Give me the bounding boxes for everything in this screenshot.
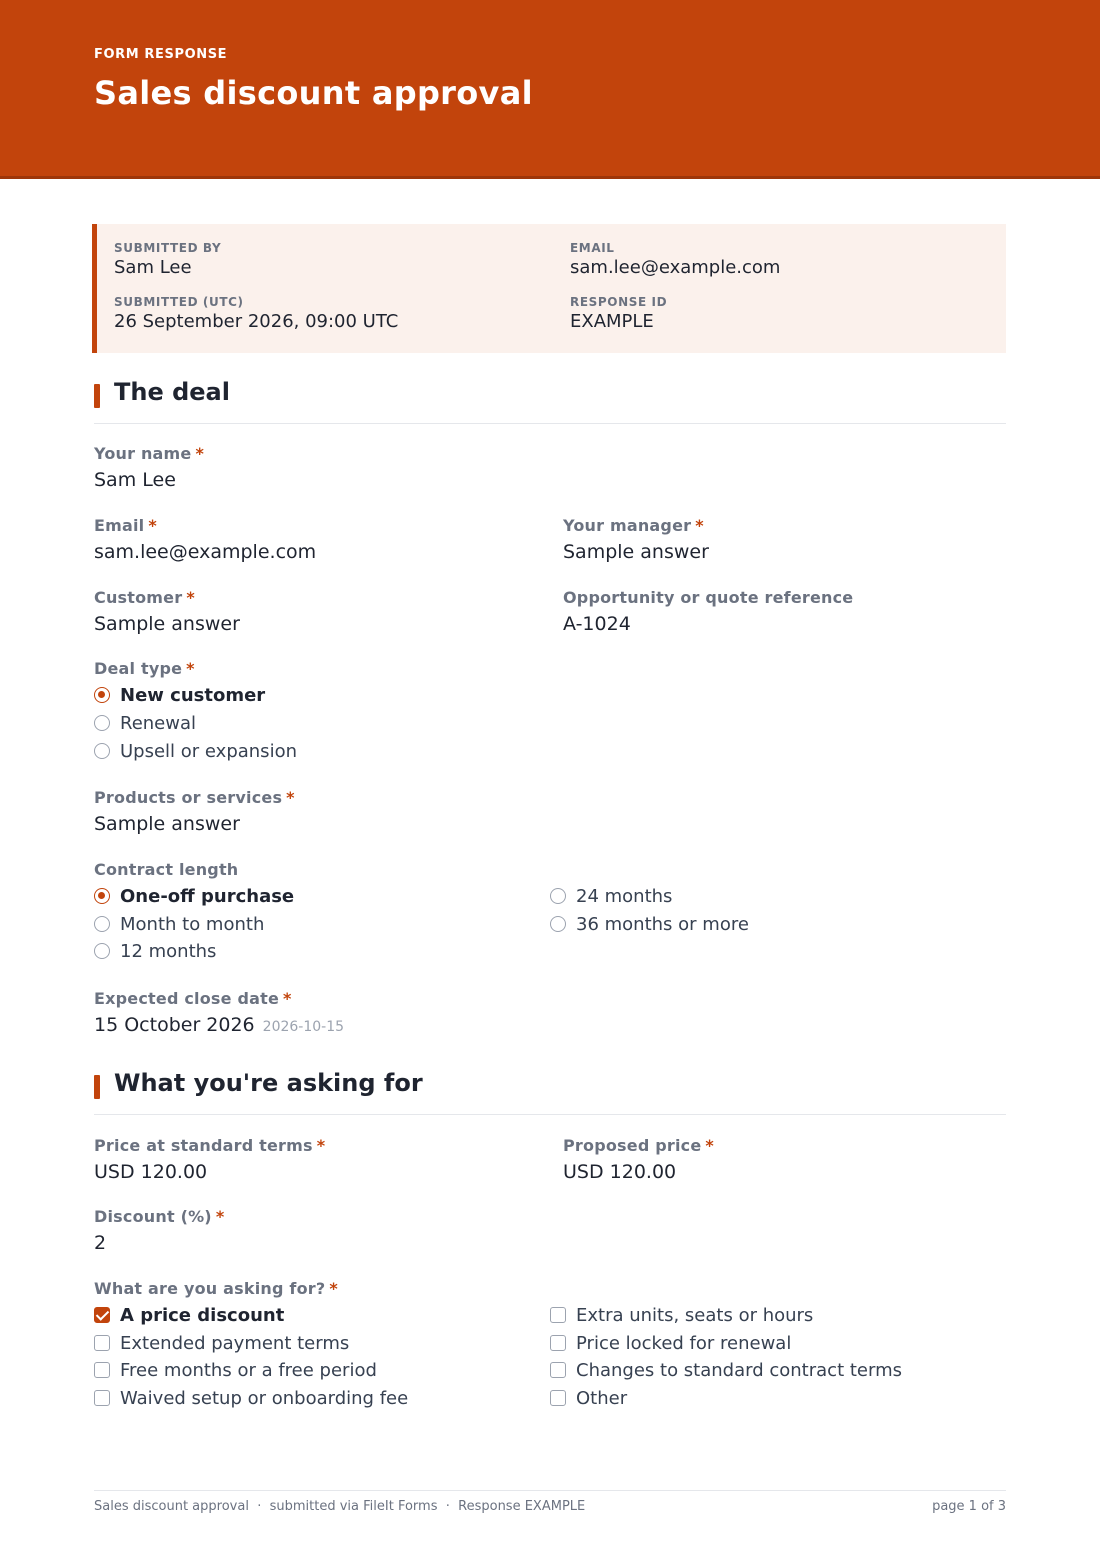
- field-value: USD 120.00: [94, 1161, 208, 1183]
- field-label: [94, 444, 204, 463]
- option-label: 12 months: [120, 941, 217, 962]
- meta-email: [570, 241, 780, 278]
- field-label-text: Your manager: [563, 516, 692, 535]
- option-label: Upsell or expansion: [120, 741, 297, 762]
- option-label: Extended payment terms: [120, 1333, 350, 1354]
- option-label: 36 months or more: [576, 914, 749, 935]
- checkbox-icon: [550, 1390, 566, 1406]
- field-label: [94, 989, 344, 1008]
- required-mark: *: [329, 1279, 338, 1298]
- radio-option-one-off[interactable]: [94, 885, 294, 909]
- footer-page-number: page 1 of 3: [932, 1499, 1006, 1514]
- required-mark: *: [705, 1136, 714, 1155]
- footer-form-name: Sales discount approval: [94, 1499, 249, 1514]
- checkbox-checked-icon: [94, 1307, 110, 1323]
- option-label: One-off purchase: [120, 886, 295, 907]
- meta-label: RESPONSE ID: [570, 295, 668, 309]
- meta-value: sam.lee@example.com: [570, 257, 781, 278]
- option-label: Month to month: [120, 914, 265, 935]
- required-mark: *: [695, 516, 704, 535]
- field-label-text: Customer: [94, 588, 183, 607]
- date-value: 15 October 2026: [94, 1014, 255, 1036]
- radio-selected-icon: [94, 687, 110, 703]
- option-label: Changes to standard contract terms: [576, 1360, 902, 1381]
- field-label: [563, 516, 709, 535]
- field-value: 2: [94, 1232, 107, 1254]
- field-your-name: [94, 444, 204, 491]
- field-label-text: Expected close date: [94, 989, 280, 1008]
- field-contract-length: [94, 860, 238, 879]
- checkbox-icon: [550, 1307, 566, 1323]
- field-label: [94, 1279, 338, 1298]
- field-expected-close-date: [94, 989, 344, 1036]
- field-email: [94, 516, 316, 563]
- option-label: A price discount: [120, 1305, 285, 1326]
- option-label: Renewal: [120, 713, 197, 734]
- radio-option-month-to-month[interactable]: [94, 913, 264, 937]
- required-mark: *: [286, 788, 295, 807]
- footer-via: submitted via FileIt Forms: [269, 1499, 438, 1514]
- required-mark: *: [148, 516, 157, 535]
- radio-selected-icon: [94, 888, 110, 904]
- meta-response-id: [570, 295, 667, 332]
- radio-option-new-customer[interactable]: [94, 684, 265, 708]
- checkbox-price-locked[interactable]: [550, 1332, 791, 1356]
- meta-submitted-by: [114, 241, 221, 278]
- field-discount: [94, 1207, 224, 1254]
- meta-value: EXAMPLE: [570, 311, 654, 332]
- field-value: A-1024: [563, 613, 631, 635]
- required-mark: *: [215, 1207, 225, 1226]
- radio-option-24-months[interactable]: [550, 885, 672, 909]
- footer-separator: ·: [445, 1499, 450, 1514]
- field-value: Sam Lee: [94, 469, 176, 491]
- field-label: Contract length: [94, 860, 239, 879]
- meta-submitted-utc: [114, 295, 398, 332]
- required-mark: *: [195, 444, 205, 463]
- checkbox-icon: [94, 1335, 110, 1351]
- section-title: What you're asking for: [114, 1069, 423, 1097]
- field-deal-type: [94, 659, 195, 678]
- field-value: sam.lee@example.com: [94, 541, 317, 563]
- radio-option-36-months[interactable]: [550, 913, 749, 937]
- radio-icon: [94, 743, 110, 759]
- footer-separator: ·: [257, 1499, 262, 1514]
- form-title: Sales discount approval: [94, 74, 533, 112]
- field-label: [94, 659, 195, 678]
- field-standard-price: [94, 1136, 325, 1183]
- field-value: [94, 1014, 344, 1036]
- section-the-deal: [94, 374, 1006, 424]
- required-mark: *: [283, 989, 292, 1008]
- page-footer: [94, 1490, 1006, 1514]
- checkbox-icon: [550, 1335, 566, 1351]
- required-mark: *: [186, 588, 195, 607]
- checkbox-icon: [94, 1390, 110, 1406]
- meta-value: Sam Lee: [114, 257, 192, 278]
- field-your-manager: [563, 516, 709, 563]
- option-label: Extra units, seats or hours: [576, 1305, 814, 1326]
- submission-meta: [92, 224, 1006, 353]
- option-label: Price locked for renewal: [576, 1333, 792, 1354]
- section-accent-bar: [94, 384, 100, 408]
- footer-response: Response EXAMPLE: [458, 1499, 586, 1514]
- checkbox-icon: [550, 1362, 566, 1378]
- field-proposed-price: [563, 1136, 714, 1183]
- field-value: USD 120.00: [563, 1161, 677, 1183]
- checkbox-contract-terms[interactable]: [550, 1359, 902, 1383]
- date-iso: 2026-10-15: [262, 1019, 345, 1035]
- checkbox-free-months[interactable]: [94, 1359, 377, 1383]
- field-label-text: Deal type: [94, 659, 183, 678]
- section-accent-bar: [94, 1075, 100, 1099]
- field-label-text: Email: [94, 516, 145, 535]
- section-title: The deal: [114, 378, 230, 406]
- field-value: Sample answer: [94, 613, 240, 635]
- field-value: Sample answer: [563, 541, 709, 563]
- option-label: Free months or a free period: [120, 1360, 377, 1381]
- field-label: [94, 1136, 325, 1155]
- option-label: New customer: [120, 685, 266, 706]
- field-label: [94, 588, 240, 607]
- checkbox-extra-units[interactable]: [550, 1304, 813, 1328]
- option-label: Other: [576, 1388, 628, 1409]
- meta-value: 26 September 2026, 09:00 UTC: [114, 311, 399, 332]
- field-label: Opportunity or quote reference: [563, 588, 854, 607]
- radio-icon: [94, 916, 110, 932]
- required-mark: *: [186, 659, 195, 678]
- section-what-youre-asking-for: [94, 1065, 1006, 1115]
- radio-icon: [550, 888, 566, 904]
- field-opportunity-reference: [563, 588, 853, 635]
- meta-label: SUBMITTED BY: [114, 241, 222, 255]
- checkbox-waived-setup[interactable]: [94, 1387, 408, 1411]
- field-label: [94, 1207, 224, 1226]
- checkbox-price-discount[interactable]: [94, 1304, 284, 1328]
- field-products-services: [94, 788, 295, 835]
- radio-option-renewal[interactable]: [94, 712, 196, 736]
- checkbox-other[interactable]: [550, 1387, 627, 1411]
- field-customer: [94, 588, 240, 635]
- field-label: [94, 516, 316, 535]
- form-header: [0, 0, 1100, 179]
- radio-option-upsell[interactable]: [94, 740, 297, 764]
- radio-option-12-months[interactable]: [94, 940, 216, 964]
- field-label-text: Price at standard terms: [94, 1136, 313, 1155]
- form-eyebrow: FORM RESPONSE: [94, 47, 228, 62]
- field-asking-for: [94, 1279, 338, 1298]
- field-label: [94, 788, 295, 807]
- field-label-text: Proposed price: [563, 1136, 702, 1155]
- field-label-text: Products or services: [94, 788, 283, 807]
- meta-label: EMAIL: [570, 241, 615, 255]
- field-label-text: Your name: [94, 444, 192, 463]
- radio-icon: [94, 715, 110, 731]
- option-label: Waived setup or onboarding fee: [120, 1388, 409, 1409]
- checkbox-extended-payment[interactable]: [94, 1332, 349, 1356]
- field-label: [563, 1136, 714, 1155]
- field-value: Sample answer: [94, 813, 240, 835]
- radio-icon: [94, 943, 110, 959]
- checkbox-icon: [94, 1362, 110, 1378]
- required-mark: *: [316, 1136, 326, 1155]
- option-label: 24 months: [576, 886, 673, 907]
- radio-icon: [550, 916, 566, 932]
- meta-label: SUBMITTED (UTC): [114, 295, 244, 309]
- field-label-text: Discount (%): [94, 1207, 212, 1226]
- field-label-text: What are you asking for?: [94, 1279, 326, 1298]
